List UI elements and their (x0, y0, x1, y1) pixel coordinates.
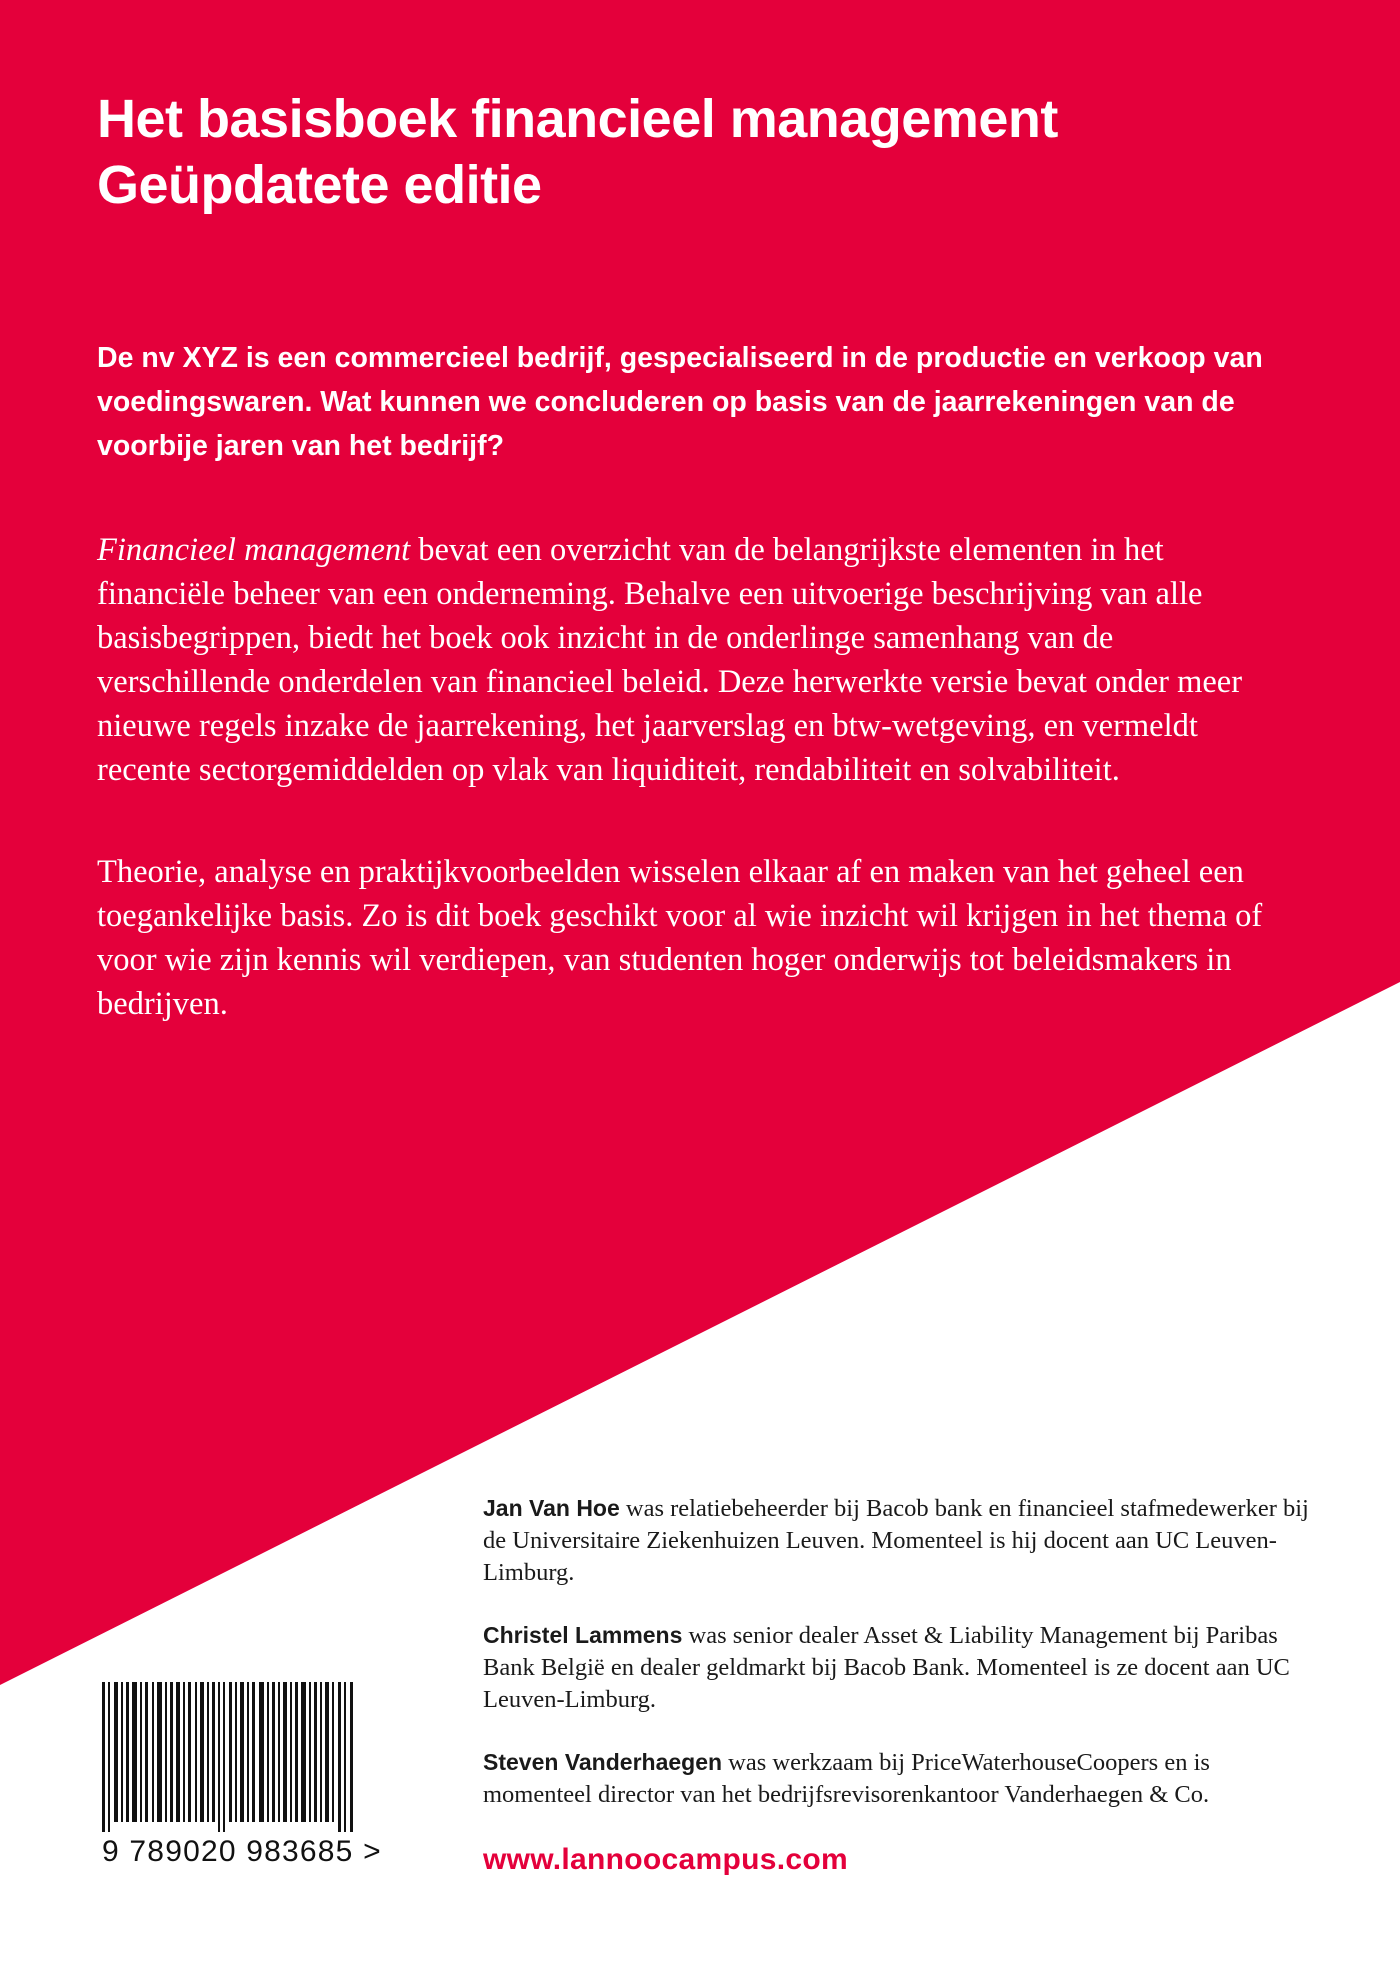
barcode-bars (102, 1682, 354, 1832)
description-paragraph-2: Theorie, analyse en praktijkvoorbeelden wisselen elkaar af en maken van het geheel een toegankelijke basis. Zo is dit boek geschikt voor al wie inzicht wil krijgen in het thema of voor wie zijn kennis wil verdiepen, van studenten hoger onderwijs tot beleidsmakers in bedrijven. (97, 854, 1263, 1022)
author-bio-christel-lammens (483, 1619, 1323, 1716)
title-line-1: Het basisboek financieel management (97, 89, 1058, 149)
book-title-italic: Financieel management (97, 532, 411, 568)
author-bio-steven-vanderhaegen (483, 1746, 1323, 1811)
isbn-barcode (102, 1682, 382, 1872)
author-bio-text: was senior dealer Asset & Liability Management bij Paribas Bank België en dealer geldmarkt bij Bacob Bank. Momenteel is ze docent aan UC Leuven-Limburg. (483, 1622, 1290, 1713)
book-title (97, 86, 1058, 218)
author-bio-text: was werkzaam bij PriceWaterhouseCoopers en is momenteel director van het bedrijfsrevisorenkantoor Vanderhaegen & Co. (483, 1749, 1210, 1808)
author-name: Steven Vanderhaegen (483, 1749, 723, 1775)
isbn-digits: 9 789020 983685 > (102, 1835, 382, 1868)
description-paragraph-1-text: bevat een overzicht van de belangrijkste elementen in het financiële beheer van een onderneming. Behalve een uitvoerige beschrijving van alle basisbegrippen, biedt het boek ook inzicht in de onderlinge samenhang van de verschillende onderdelen van financieel beleid. Deze herwerkte versie bevat onder meer nieuwe regels inzake de jaarrekening, het jaarverslag en btw-wetgeving, en vermeldt recente sectorgemiddelden op vlak van liquiditeit, rendabiliteit en solvabiliteit. (97, 532, 1243, 788)
author-name: Christel Lammens (483, 1622, 683, 1648)
author-bio-text: was relatiebeheerder bij Bacob bank en financieel stafmedewerker bij de Universitaire Ziekenhuizen Leuven. Momenteel is hij docent aan UC Leuven-Limburg. (483, 1495, 1309, 1586)
intro-question: De nv XYZ is een commercieel bedrijf, gespecialiseerd in de productie en verkoop van voedingswaren. Wat kunnen we concluderen op basis van de jaarrekeningen van de voorbije jaren van het bedrijf? (97, 342, 1263, 462)
publisher-website: www.lannoocampus.com (483, 1843, 848, 1876)
title-line-2: Geüpdatete editie (97, 155, 542, 215)
author-bio-jan-van-hoe (483, 1492, 1323, 1589)
description-paragraph-1 (97, 528, 1287, 792)
author-name: Jan Van Hoe (483, 1495, 620, 1521)
